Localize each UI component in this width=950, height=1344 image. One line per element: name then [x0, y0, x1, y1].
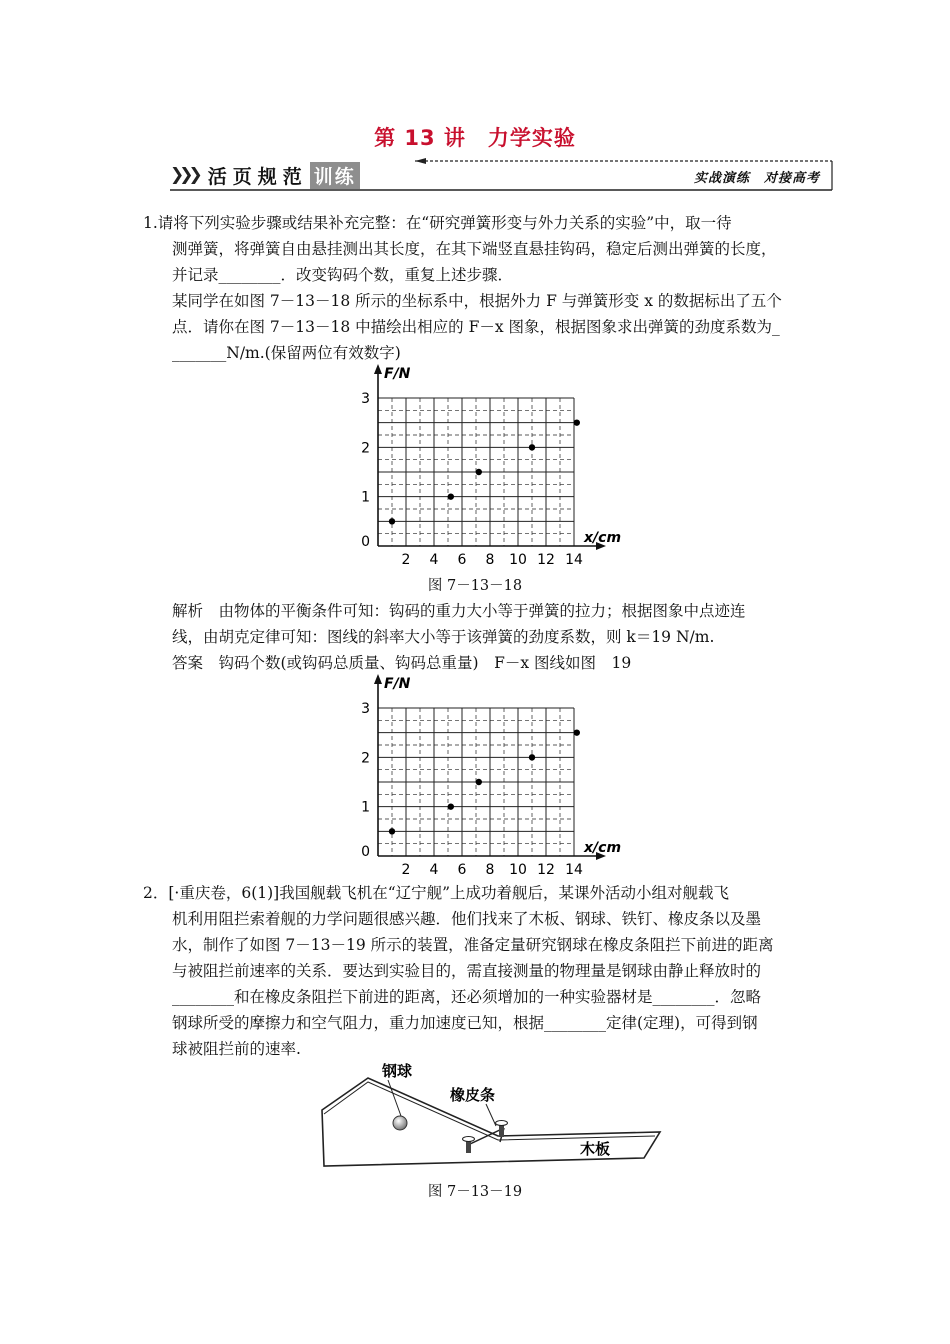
x-axis-label: x/cm	[584, 530, 622, 546]
figure-caption-18: 图 7－13－18	[427, 578, 523, 594]
x-tick-label: 2	[401, 552, 411, 568]
x-tick-label: 8	[485, 552, 495, 568]
x-tick-label: 6	[457, 862, 467, 878]
x-axis-label: x/cm	[584, 840, 622, 856]
y-axis-arrow	[374, 364, 382, 374]
y-tick-label: 2	[361, 440, 370, 457]
q1-line-2: 测弹簧，将弹簧自由悬挂测出其长度，在其下端竖直悬挂钩码，稳定后测出弹簧的长度，	[172, 240, 777, 258]
analysis-line-2: 线，由胡克定律可知：图线的斜率大小等于该弹簧的劲度系数，则 k＝19 N/m.	[172, 628, 715, 646]
analysis-line-1: 解析 由物体的平衡条件可知：钩码的重力大小等于弹簧的拉力；根据图象中点迹连	[172, 602, 746, 620]
y-axis-label: F/N	[384, 366, 411, 382]
figure-caption-19: 图 7－13－19	[427, 1184, 523, 1200]
data-point	[529, 444, 535, 450]
banner-boxed-label: 训练	[310, 162, 360, 189]
label-band: 橡皮条	[450, 1086, 496, 1104]
q2-line-1: 2．[·重庆卷，6(1)]我国舰载飞机在“辽宁舰”上成功着舰后，某课外活动小组对舰载飞	[143, 884, 730, 902]
x-tick-label: 2	[401, 862, 411, 878]
y-tick-label: 0	[361, 844, 370, 860]
x-tick-label: 4	[429, 552, 439, 568]
q2-line-6: 钢球所受的摩擦力和空气阻力，重力加速度已知，根据________定律(定理)，可得到钢	[172, 1014, 758, 1032]
label-board: 木板	[580, 1140, 611, 1158]
data-point	[448, 493, 454, 499]
banner-right-label: 实战演练 对接高考	[693, 171, 820, 186]
data-point	[529, 754, 535, 760]
answer-line: 答案 钩码个数(或钩码总质量、钩码总重量) F－x 图线如图 19	[172, 654, 632, 672]
x-tick-label: 4	[429, 862, 439, 878]
label-ball: 钢球	[382, 1062, 413, 1080]
y-tick-label: 3	[361, 701, 370, 717]
x-tick-label: 6	[457, 552, 467, 568]
y-tick-label: 2	[361, 750, 370, 767]
y-tick-label: 3	[361, 391, 370, 407]
q1-line-5: 点．请你在图 7－13－18 中描绘出相应的 F－x 图象，根据图象求出弹簧的劲度系数为_	[172, 318, 780, 336]
x-tick-label: 14	[565, 552, 583, 568]
steel-ball	[393, 1116, 407, 1130]
q2-line-7: 球被阻拦前的速率.	[172, 1040, 301, 1058]
q2-line-4: 与被阻拦前速率的关系．要达到实验目的，需直接测量的物理量是钢球由静止释放时的	[172, 962, 762, 980]
data-point	[448, 803, 454, 809]
data-point	[574, 729, 580, 735]
y-tick-label: 1	[361, 489, 370, 506]
section-banner	[170, 158, 834, 192]
y-axis-arrow	[374, 674, 382, 684]
banner-label: 活页规范	[207, 165, 308, 188]
q2-line-2: 机利用阻拦索着舰的力学问题很感兴趣．他们找来了木板、钢球、铁钉、橡皮条以及墨	[172, 910, 762, 928]
fx-graph-answer	[358, 674, 623, 882]
page-title: 第 13 讲 力学实验	[374, 126, 576, 150]
q2-line-5: ________和在橡皮条阻拦下前进的距离，还必须增加的一种实验器材是________．忽略	[172, 988, 762, 1006]
q1-line-4: 某同学在如图 7－13－18 所示的坐标系中，根据外力 F 与弹簧形变 x 的数据标出了五个	[172, 292, 782, 310]
q2-line-3: 水，制作了如图 7－13－19 所示的装置，准备定量研究钢球在橡皮条阻拦下前进的距离	[172, 936, 774, 954]
data-point	[476, 469, 482, 475]
x-tick-label: 8	[485, 862, 495, 878]
y-axis-label: F/N	[384, 676, 411, 692]
q1-line-1: 1.请将下列实验步骤或结果补充完整：在“研究弹簧形变与外力关系的实验”中，取一待	[143, 214, 732, 232]
x-tick-label: 12	[537, 552, 555, 568]
x-tick-label: 14	[565, 862, 583, 878]
x-tick-label: 10	[509, 552, 527, 568]
q1-line-3: 并记录________．改变钩码个数，重复上述步骤．	[172, 266, 514, 284]
fx-graph-question	[358, 364, 623, 572]
apparatus-diagram	[310, 1060, 670, 1180]
q1-line-6: _______N/m.(保留两位有效数字)	[172, 344, 401, 362]
y-tick-label: 0	[361, 534, 370, 550]
x-tick-label: 10	[509, 862, 527, 878]
data-point	[574, 419, 580, 425]
data-point	[389, 828, 395, 834]
data-point	[476, 779, 482, 785]
y-tick-label: 1	[361, 799, 370, 816]
data-point	[389, 518, 395, 524]
x-tick-label: 12	[537, 862, 555, 878]
chevrons-icon: ❯❯❯	[170, 165, 198, 185]
